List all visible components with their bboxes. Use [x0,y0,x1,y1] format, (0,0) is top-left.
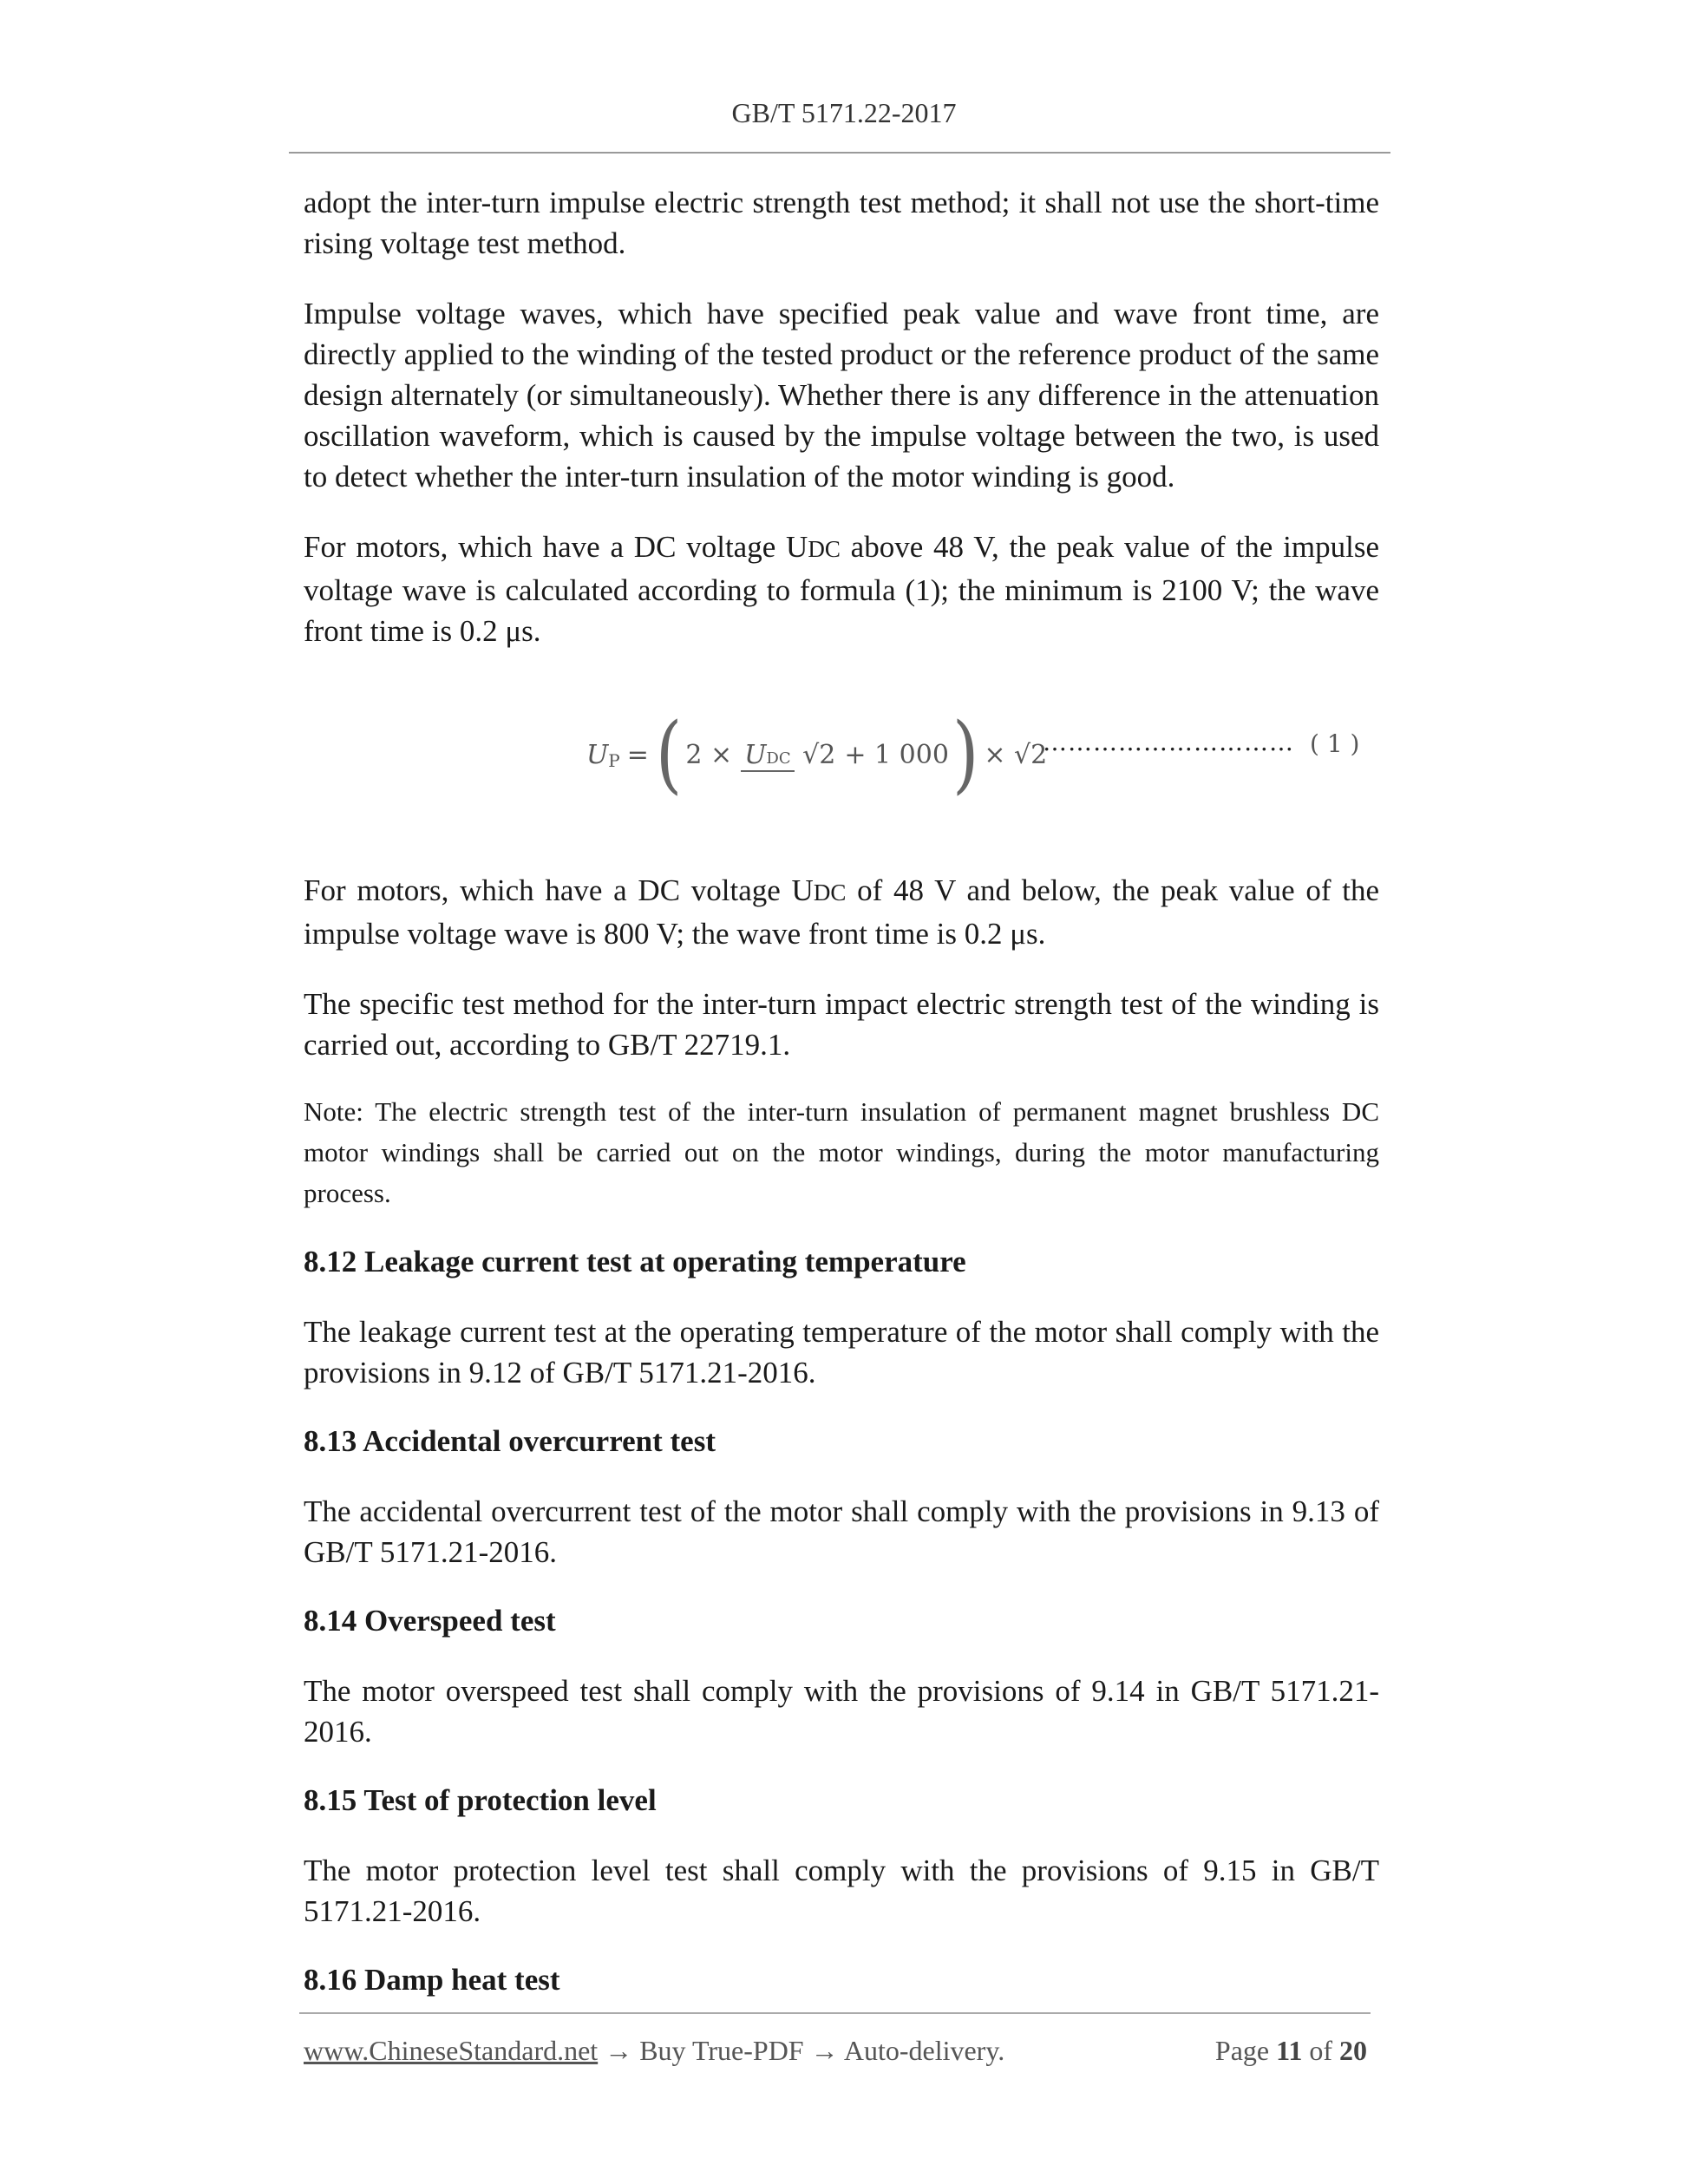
page-number: 11 [1276,2035,1303,2066]
section-body-8-15: The motor protection level test shall comply with the provisions of 9.15 in GB/T 5171.21-2016. [304,1854,1379,1928]
page-indicator [1215,2035,1367,2067]
formula-equals: = [626,739,649,770]
formula-numerator-subscript: DC [766,749,791,768]
formula-two-times: 2 × [685,739,733,770]
formula-numerator [741,740,795,772]
formula-left-paren: ( [655,705,683,804]
formula-plus-constant: + 1 000 [844,739,949,770]
footer-promo-text: → Buy True-PDF → Auto-delivery. [598,2035,1005,2066]
formula-expression [586,705,1048,804]
paragraph-impulse-waves: Impulse voltage waves, which have specified peak value and wave front time, are directly applied to the winding of the tested product or the reference product of the same design alternately (or simultaneously). Whether there is any difference in the attenuation oscillation waveform, which is caused by the impulse voltage between the two, is used to detect whether the inter-turn insulation of the motor winding is good. [304,297,1379,494]
section-heading-8-15: 8.15 Test of protection level [304,1783,657,1817]
section-heading-8-14: 8.14 Overspeed test [304,1604,556,1638]
section-heading-8-13: 8.13 Accidental overcurrent test [304,1424,716,1458]
footer-promo [304,2035,1004,2067]
page-header-title: GB/T 5171.22-2017 [731,97,957,128]
formula-denominator: √2 [802,739,836,770]
footer-website-link[interactable]: www.ChineseStandard.net [304,2035,599,2066]
formula-fraction [741,738,835,772]
section-heading-8-16: 8.16 Damp heat test [304,1963,560,1997]
of-label: of [1309,2035,1332,2066]
paragraph-above-48v [304,526,1379,651]
formula-right-paren: ) [952,705,979,804]
page-total: 20 [1339,2035,1367,2066]
note: Note: The electric strength test of the inter-turn insulation of permanent magnet brushless DC motor windings shall be carried out on the motor windings, during the motor manufacturing process. [304,1096,1379,1208]
subscript-dc: DC [808,536,841,562]
text-segment: of 48 V and below, the peak value of the impulse voltage wave is 800 V; the wave front time is 0.2 μs. [304,873,1379,951]
section-body-8-12: The leakage current test at the operating temperature of the motor shall comply with the provisions in 9.12 of GB/T 5171.21-2016. [304,1315,1379,1390]
section-body-8-13: The accidental overcurrent test of the motor shall comply with the provisions in 9.13 of GB/T 5171.21-2016. [304,1494,1379,1569]
page-label: Page [1214,2035,1270,2066]
text-segment: above 48 V, the peak value of the impulse voltage wave is calculated according to formula (1); the minimum is 2100 V; the wave front time is 0.2 μs. [304,530,1379,648]
document-body [304,182,1379,2000]
formula-times-sqrt: × √2 [984,739,1048,770]
footer-divider [299,2012,1371,2014]
formula-number: ( 1 ) [1310,729,1360,758]
header-divider [289,152,1390,154]
paragraph-test-method: The specific test method for the inter-turn impact electric strength test of the winding is carried out, according to GB/T 22719.1. [304,987,1379,1062]
text-segment: For motors, which have a DC voltage U [304,530,808,564]
text-segment: For motors, which have a DC voltage U [304,873,814,907]
section-body-8-14: The motor overspeed test shall comply with the provisions of 9.14 in GB/T 5171.21-2016. [304,1674,1379,1749]
formula-1 [304,695,1379,842]
formula-lhs: U [586,739,609,770]
formula-leader-dots: ………………………… [1043,728,1294,756]
paragraph-below-48v [304,870,1379,954]
formula-lhs-subscript: P [608,750,620,771]
subscript-dc: DC [813,879,847,906]
paragraph-continuation: adopt the inter-turn impulse electric strength test method; it shall not use the short-time rising voltage test method. [304,186,1379,260]
formula-numerator-u: U [744,739,767,770]
section-heading-8-12: 8.12 Leakage current test at operating temperature [304,1245,966,1278]
